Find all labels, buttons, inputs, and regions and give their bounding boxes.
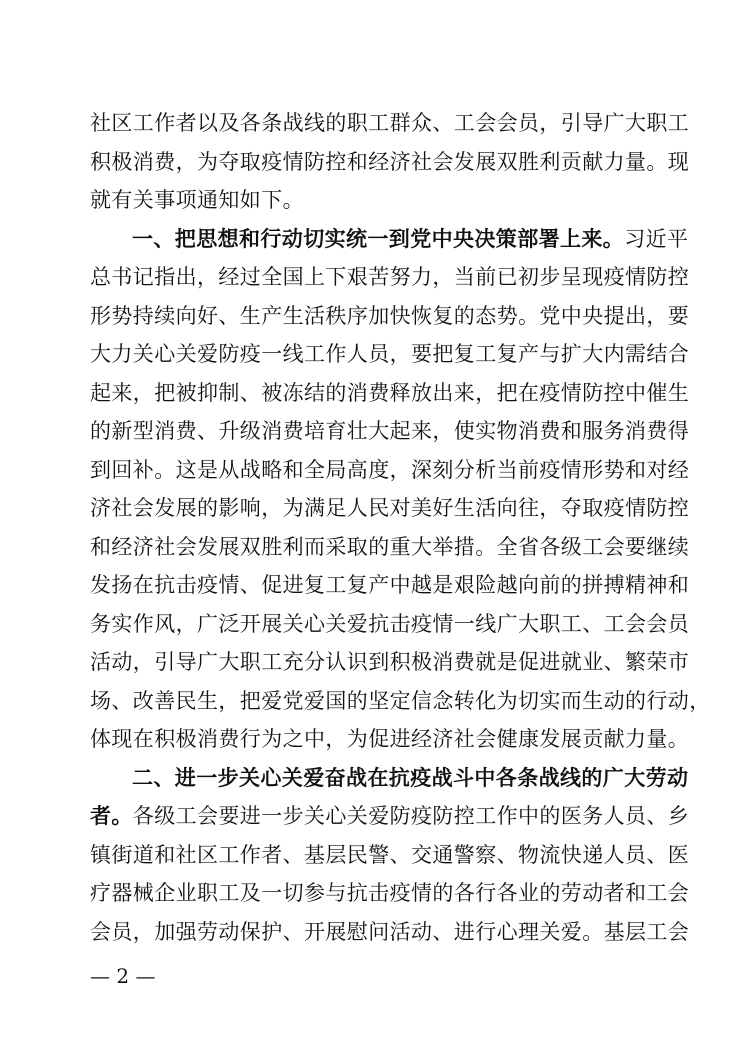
text-line: 就有关事项通知如下。	[90, 188, 304, 212]
text-line: 总书记指出，经过全国上下艰苦努力，当前已初步呈现疫情防控	[90, 265, 690, 289]
text-line: 的新型消费、升级消费培育壮大起来，使实物消费和服务消费得	[90, 419, 690, 443]
section-1-first-line	[90, 220, 689, 259]
body-text	[90, 104, 711, 951]
text-line: 会员，加强劳动保护、开展慰问活动、进行心理关爱。基层工会	[90, 919, 690, 944]
text-line: 和经济社会发展双胜利而采取的重大举措。全省各级工会要继续	[90, 534, 690, 559]
text-line: 体现在积极消费行为之中，为促进经济社会健康发展贡献力量。	[90, 727, 690, 751]
section-2-heading: 二、进一步关心关爱奋战在抗疫战斗中各条战线的广大劳动	[132, 765, 689, 790]
section-2-second-line	[90, 797, 690, 836]
text-line: 大力关心关爱防疫一线工作人员，要把复工复产与扩大内需结合	[90, 342, 690, 366]
text-line: 积极消费，为夺取疫情防控和经济社会发展双胜利贡献力量。现	[90, 149, 690, 174]
text-line: 活动，引导广大职工充分认识到积极消费就是促进就业、繁荣市	[90, 650, 690, 674]
section-2-heading-end: 者。	[90, 804, 133, 828]
text-line: 济社会发展的影响，为满足人民对美好生活向往，夺取疫情防控	[90, 496, 690, 520]
text-line: 社区工作者以及各条战线的职工群众、工会会员，引导广大职工	[90, 111, 690, 135]
text-line: 场、改善民生，把爱党爱国的坚定信念转化为切实而生动的行动，	[90, 688, 711, 713]
section-1-text: 习近平	[624, 226, 689, 251]
text-line: 务实作风，广泛开展关心关爱抗击疫情一线广大职工、工会会员	[90, 611, 690, 636]
text-line: 形势持续向好、生产生活秩序加快恢复的态势。党中央提出，要	[90, 303, 690, 328]
text-line: 疗器械企业职工及一切参与抗击疫情的各行各业的劳动者和工会	[90, 881, 690, 905]
section-2-text: 各级工会要进一步关心关爱防疫防控工作中的医务人员、乡	[132, 804, 690, 828]
section-1-heading: 一、把思想和行动切实统一到党中央决策部署上来。	[132, 226, 625, 251]
page-number: — 2 —	[90, 964, 156, 988]
text-line: 起来，把被抑制、被冻结的消费释放出来，把在疫情防控中催生	[90, 380, 690, 405]
section-2-first-line	[90, 759, 689, 798]
text-line: 发扬在抗击疫情、促进复工复产中越是艰险越向前的拼搏精神和	[90, 573, 690, 597]
text-line: 镇街道和社区工作者、基层民警、交通警察、物流快递人员、医	[90, 842, 690, 867]
text-line: 到回补。这是从战略和全局高度，深刻分析当前疫情形势和对经	[90, 457, 690, 482]
